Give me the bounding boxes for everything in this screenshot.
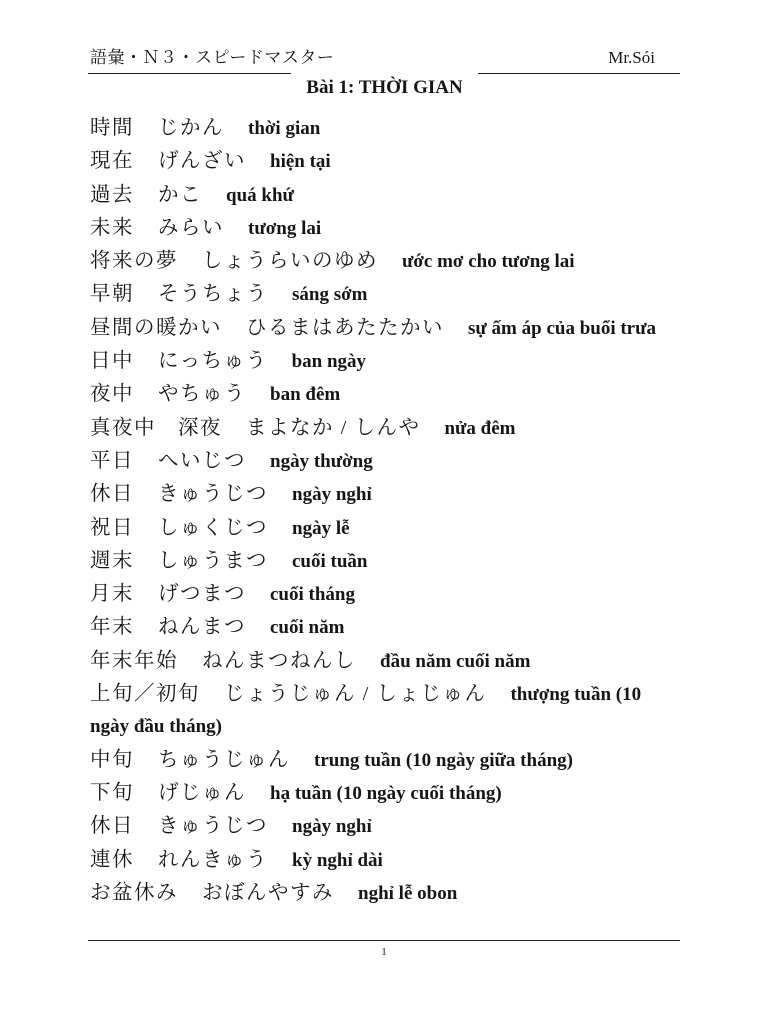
- kanji-text: 上旬／初旬: [90, 683, 200, 706]
- page-number: 1: [381, 946, 387, 958]
- kana-text: そうちょう: [158, 283, 268, 306]
- vocab-row: [90, 278, 680, 311]
- meaning-text: thời gian: [248, 118, 321, 139]
- meaning-text: cuối tuần: [292, 550, 368, 572]
- kanji-text: 夜中: [90, 383, 134, 406]
- kanji-text: 年末年始: [90, 649, 178, 672]
- meaning-text: quá khứ: [226, 184, 294, 206]
- kana-text: げんざい: [158, 150, 246, 173]
- meaning-text: trung tuần (10 ngày giữa tháng): [314, 749, 573, 771]
- vocab-row: [90, 445, 680, 478]
- kana-text: きゅうじつ: [158, 483, 268, 506]
- meaning-text: ban ngày: [291, 351, 367, 373]
- kanji-text: 休日: [90, 483, 134, 506]
- vocab-row: [90, 810, 680, 843]
- meaning-text: ngày nghỉ: [292, 816, 372, 838]
- vocab-row: [90, 212, 680, 245]
- vocab-row: [90, 345, 680, 378]
- meaning-text: cuối tháng: [270, 584, 355, 606]
- kana-text: じょうじゅん / しょじゅん: [224, 683, 487, 706]
- kana-text: ねんまつ: [158, 616, 246, 639]
- meaning-text: tương lai: [248, 217, 322, 239]
- meaning-text: ngày thường: [270, 450, 373, 472]
- kana-text: しゅくじつ: [158, 516, 268, 539]
- kana-text: みらい: [158, 216, 224, 239]
- kana-text: じかん: [158, 117, 224, 139]
- meaning-text: sáng sớm: [292, 284, 368, 306]
- vocab-row: [90, 478, 680, 511]
- vocab-row: [90, 145, 680, 178]
- kana-text: にっちゅう: [158, 350, 268, 373]
- kanji-text: 将来の夢: [90, 250, 178, 273]
- kanji-text: 連休: [90, 848, 134, 871]
- kanji-text: 現在: [90, 150, 134, 173]
- kana-text: げじゅん: [158, 781, 246, 804]
- kanji-text: 日中: [90, 350, 134, 373]
- kana-text: へいじつ: [158, 449, 246, 472]
- kanji-text: 下旬: [90, 781, 134, 804]
- kanji-text: お盆休み: [90, 881, 178, 904]
- vocab-row: [90, 877, 680, 910]
- kana-text: ちゅうじゅん: [158, 748, 290, 771]
- vocab-row: [90, 545, 680, 578]
- kanji-text: 年末: [90, 616, 134, 639]
- meaning-text: nửa đêm: [444, 417, 516, 439]
- kana-text: おぼんやすみ: [202, 881, 334, 904]
- kana-text: しゅうまつ: [158, 549, 268, 572]
- kanji-text: 月末: [90, 583, 134, 606]
- kana-text: ねんまつねんし: [202, 649, 356, 672]
- vocab-row: [90, 312, 680, 345]
- kanji-text: 祝日: [90, 516, 134, 539]
- vocab-list: [90, 112, 680, 910]
- header-rule-right: [478, 73, 680, 74]
- kana-text: かこ: [158, 183, 202, 206]
- kanji-text: 中旬: [90, 748, 134, 771]
- meaning-text: cuối năm: [270, 617, 345, 639]
- vocab-row: [90, 245, 680, 278]
- kana-text: れんきゅう: [158, 848, 268, 871]
- meaning-text: đầu năm cuối năm: [380, 650, 531, 672]
- header-author: Mr.Sói: [608, 48, 655, 67]
- kanji-text: 休日: [90, 815, 134, 838]
- vocab-row: [90, 512, 680, 545]
- vocab-row: [90, 112, 680, 145]
- kanji-text: 早朝: [90, 283, 134, 306]
- vocab-row: [90, 744, 680, 777]
- vocab-row: [90, 611, 680, 644]
- meaning-text: sự ấm áp của buổi trưa: [468, 317, 657, 339]
- vocab-row: [90, 678, 680, 744]
- meaning-text: ngày lễ: [292, 517, 350, 539]
- meaning-text: ngày nghỉ: [292, 484, 372, 506]
- kanji-text: 時間: [90, 117, 134, 139]
- vocab-row: [90, 412, 680, 445]
- kanji-text: 未来: [90, 216, 134, 239]
- lesson-title: Bài 1: THỜI GIAN: [306, 77, 463, 98]
- vocab-row: [90, 179, 680, 212]
- meaning-text: ước mơ cho tương lai: [402, 251, 575, 273]
- kanji-text: 過去: [90, 183, 134, 206]
- meaning-text: thượng tuần (10 ngày đầu tháng): [90, 684, 642, 738]
- kana-text: まよなか / しんや: [246, 416, 421, 439]
- meaning-text: nghỉ lễ obon: [358, 882, 458, 904]
- vocab-row: [90, 844, 680, 877]
- footer-rule: [88, 940, 680, 941]
- meaning-text: hiện tại: [270, 151, 331, 173]
- header-rule-left: [88, 73, 291, 74]
- meaning-text: kỳ nghỉ dài: [292, 849, 383, 871]
- kanji-text: 昼間の暖かい: [90, 316, 222, 339]
- kana-text: やちゅう: [158, 383, 246, 406]
- vocab-row: [90, 777, 680, 810]
- kana-text: しょうらいのゆめ: [202, 250, 378, 273]
- header-book-title: 語彙・Ｎ３・スピードマスター: [90, 48, 335, 67]
- meaning-text: ban đêm: [270, 384, 341, 406]
- kana-text: ひるまはあたたかい: [246, 316, 444, 339]
- vocab-row: [90, 378, 680, 411]
- kanji-text: 週末: [90, 549, 134, 572]
- kana-text: げつまつ: [158, 583, 246, 606]
- kana-text: きゅうじつ: [158, 815, 268, 838]
- kanji-text: 真夜中 深夜: [90, 416, 222, 439]
- vocab-row: [90, 645, 680, 678]
- kanji-text: 平日: [90, 449, 134, 472]
- vocab-row: [90, 578, 680, 611]
- meaning-text: hạ tuần (10 ngày cuối tháng): [270, 782, 502, 804]
